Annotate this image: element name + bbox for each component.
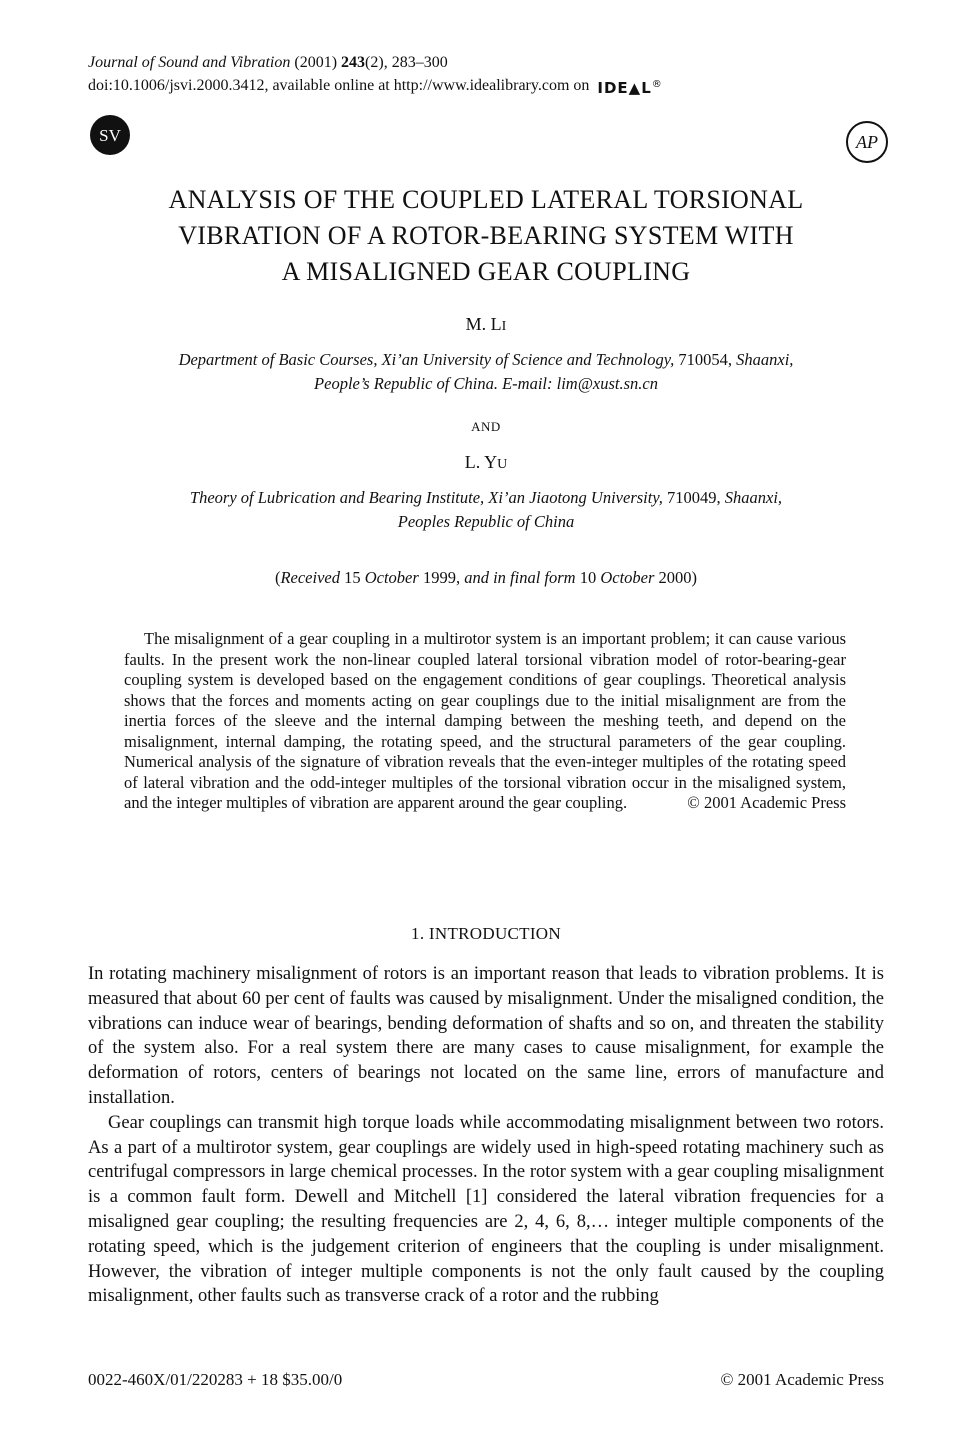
journal-name: Journal of Sound and Vibration	[88, 54, 291, 71]
section-heading: 1. INTRODUCTION	[411, 924, 561, 943]
title-line: A MISALIGNED GEAR COUPLING	[281, 257, 691, 286]
affiliation-text: Theory of Lubrication and Bearing Institute, Xi’an Jiaotong University,	[189, 488, 663, 507]
abstract	[124, 629, 846, 814]
doi-text[interactable]: doi:10.1006/jsvi.2000.3412, available online at http://www.idealibrary.com on	[88, 77, 590, 95]
ideal-logo	[597, 74, 662, 99]
affiliation-line: Peoples Republic of China	[397, 512, 575, 531]
author-separator: AND	[471, 419, 501, 434]
author-1-surname: I	[501, 319, 507, 334]
journal-masthead	[88, 52, 663, 99]
ap-logo-text: AP	[856, 132, 878, 152]
received-dates	[88, 568, 884, 588]
author-2-initial: L. Y	[464, 452, 498, 472]
received-open: (	[274, 568, 281, 587]
ap-logo-icon	[846, 121, 888, 163]
postcode: 710049,	[667, 488, 721, 507]
received-month: October	[364, 568, 419, 587]
author-1-initial: M. L	[465, 314, 502, 334]
province: Shaanxi,	[724, 488, 783, 507]
final-year: 2000)	[654, 568, 698, 587]
footer-copyright: © 2001 Academic Press	[720, 1370, 884, 1389]
author-2-surname: U	[497, 457, 508, 472]
paper-title	[88, 182, 884, 290]
page-footer	[88, 1370, 884, 1390]
doi-line	[88, 74, 663, 99]
journal-issue-pages: (2), 283–300	[365, 54, 448, 71]
abstract-copyright: © 2001 Academic Press	[687, 793, 846, 812]
body-text	[88, 962, 884, 1309]
affiliation-line	[88, 486, 884, 510]
received-day: 15	[339, 568, 365, 587]
final-month: October	[600, 568, 655, 587]
paragraph: Gear couplings can transmit high torque loads while accommodating misalignment between two rotors. As a part of a multirotor system, gear couplings are widely used in high-speed rotating machinery such as centrifugal compressors in large chemical processes. In the rotor system with a gear coupling misalignment is a common fault form. Dewell and Mitchell [1] considered the lateral vibration frequencies for a misaligned gear coupling; the resulting frequencies are 2, 4, 6, 8,… integer multiple components of the rotating speed, which is the judgement criterion of engineers that the coupling is under misalignment. However, the vibration of integer multiple components is not the only fault caused by the coupling misalignment, other faults such as transverse crack of a rotor and the rubbing	[88, 1112, 884, 1307]
affiliation-line	[88, 348, 884, 372]
author-1	[88, 314, 884, 335]
sv-logo-text: SV	[99, 126, 121, 145]
title-line: ANALYSIS OF THE COUPLED LATERAL TORSIONAL	[168, 185, 804, 214]
sv-logo-icon	[90, 115, 130, 155]
author-2	[88, 452, 884, 473]
paragraph: In rotating machinery misalignment of rotors is an important reason that leads to vibration problems. It is measured that about 60 per cent of faults was caused by misalignment. Under the misaligned condition, the vibrations can induce wear of bearings, bending deformation of shafts and so on, and threaten the stability of the system also. For a real system there are many cases to cause misalignment, for example the deformation of rotors, centers of bearings not located on the same line, errors of manufacture and installation.	[88, 964, 884, 1108]
registered-mark: ®	[651, 79, 663, 90]
title-line: VIBRATION OF A ROTOR-BEARING SYSTEM WITH	[178, 221, 794, 250]
author-1-affiliation	[88, 348, 884, 396]
received-label: Received	[280, 568, 340, 587]
author-2-affiliation	[88, 486, 884, 534]
final-day: 10	[575, 568, 601, 587]
affiliation-text: Department of Basic Courses, Xi’an University of Science and Technology,	[178, 350, 675, 369]
citation-line	[88, 52, 663, 74]
abstract-text: The misalignment of a gear coupling in a multirotor system is an important problem; it can cause various faults. In the present work the non-linear coupled lateral torsional vibration model of rotor-bearing-gear coupling system is developed based on the engagement conditions of gear couplings. Theoretical analysis shows that the forces and moments acting on gear couplings due to the initial misalignment are from the inertia forces of the sleeve and the internal damping between the meshing teeth, and depend on the misalignment, internal damping, the rotating speed, and the structural parameters of the gear coupling. Numerical analysis of the signature of vibration reveals that the even-integer multiples of the rotating speed of lateral vibration and the odd-integer multiples of the torsional vibration occur in the misaligned system, and the integer multiples of vibration are apparent around the gear coupling.	[124, 629, 846, 812]
footer-code: 0022-460X/01/220283 + 18 $35.00/0	[88, 1370, 343, 1389]
journal-year: (2001)	[294, 54, 338, 71]
received-year: 1999,	[418, 568, 465, 587]
province: Shaanxi,	[736, 350, 794, 369]
journal-volume: 243	[341, 54, 366, 71]
final-form-label: and in final form	[464, 568, 576, 587]
postcode: 710054,	[678, 350, 732, 369]
affiliation-line: People’s Republic of China. E-mail: lim@xust.sn.cn	[314, 374, 658, 393]
ideal-logo-text: IDE▲L	[597, 79, 652, 97]
